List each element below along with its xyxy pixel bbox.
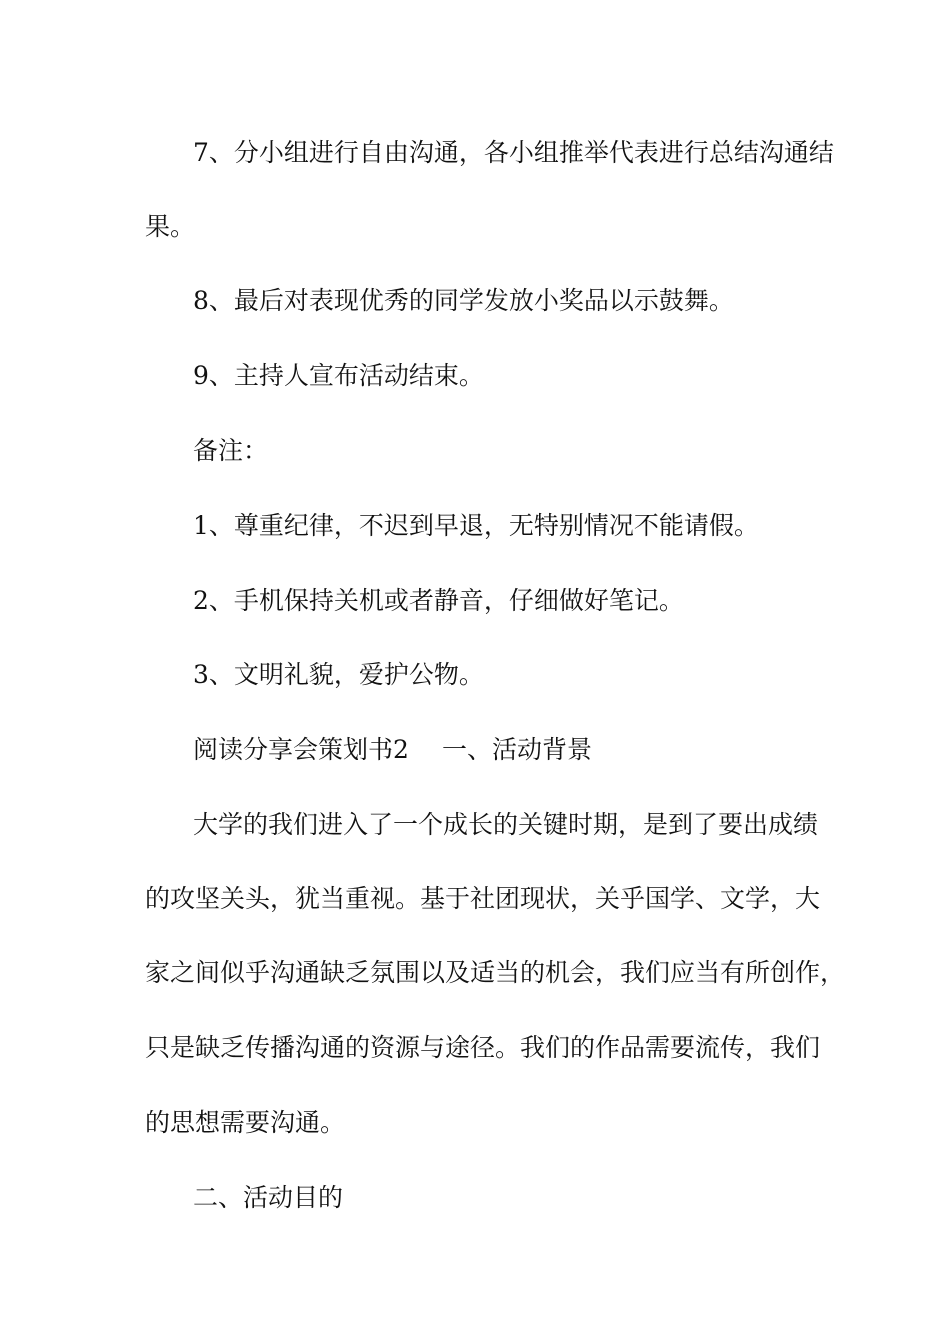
section-label: 备注：: [193, 436, 269, 465]
paragraph-line: 的思想需要沟通。: [145, 1108, 346, 1137]
paragraph-line: 大学的我们进入了一个成长的关键时期，是到了要出成绩: [193, 810, 819, 839]
paragraph-line: 的攻坚关头，犹当重视。基于社团现状，关乎国学、文学，大: [145, 884, 821, 913]
document-title: 阅读分享会策划书2: [193, 735, 409, 764]
paragraph-line: 1、尊重纪律，不迟到早退，无特别情况不能请假。: [193, 511, 759, 540]
paragraph-line: 2、手机保持关机或者静音，仔细做好笔记。: [193, 586, 684, 615]
paragraph-line: 7、分小组进行自由沟通，各小组推举代表进行总结沟通结: [193, 138, 834, 167]
section-heading: 一、活动背景: [442, 735, 593, 764]
paragraph-line: 9、主持人宣布活动结束。: [193, 361, 484, 390]
paragraph-line: 果。: [145, 212, 196, 241]
paragraph-line: 8、最后对表现优秀的同学发放小奖品以示鼓舞。: [193, 286, 734, 315]
paragraph-line: 只是缺乏传播沟通的资源与途径。我们的作品需要流传，我们: [145, 1033, 821, 1062]
section-heading: 二、活动目的: [193, 1183, 344, 1212]
paragraph-line: 3、文明礼貌，爱护公物。: [193, 660, 484, 689]
paragraph-line: 家之间似乎沟通缺乏氛围以及适当的机会，我们应当有所创作，: [145, 958, 846, 987]
